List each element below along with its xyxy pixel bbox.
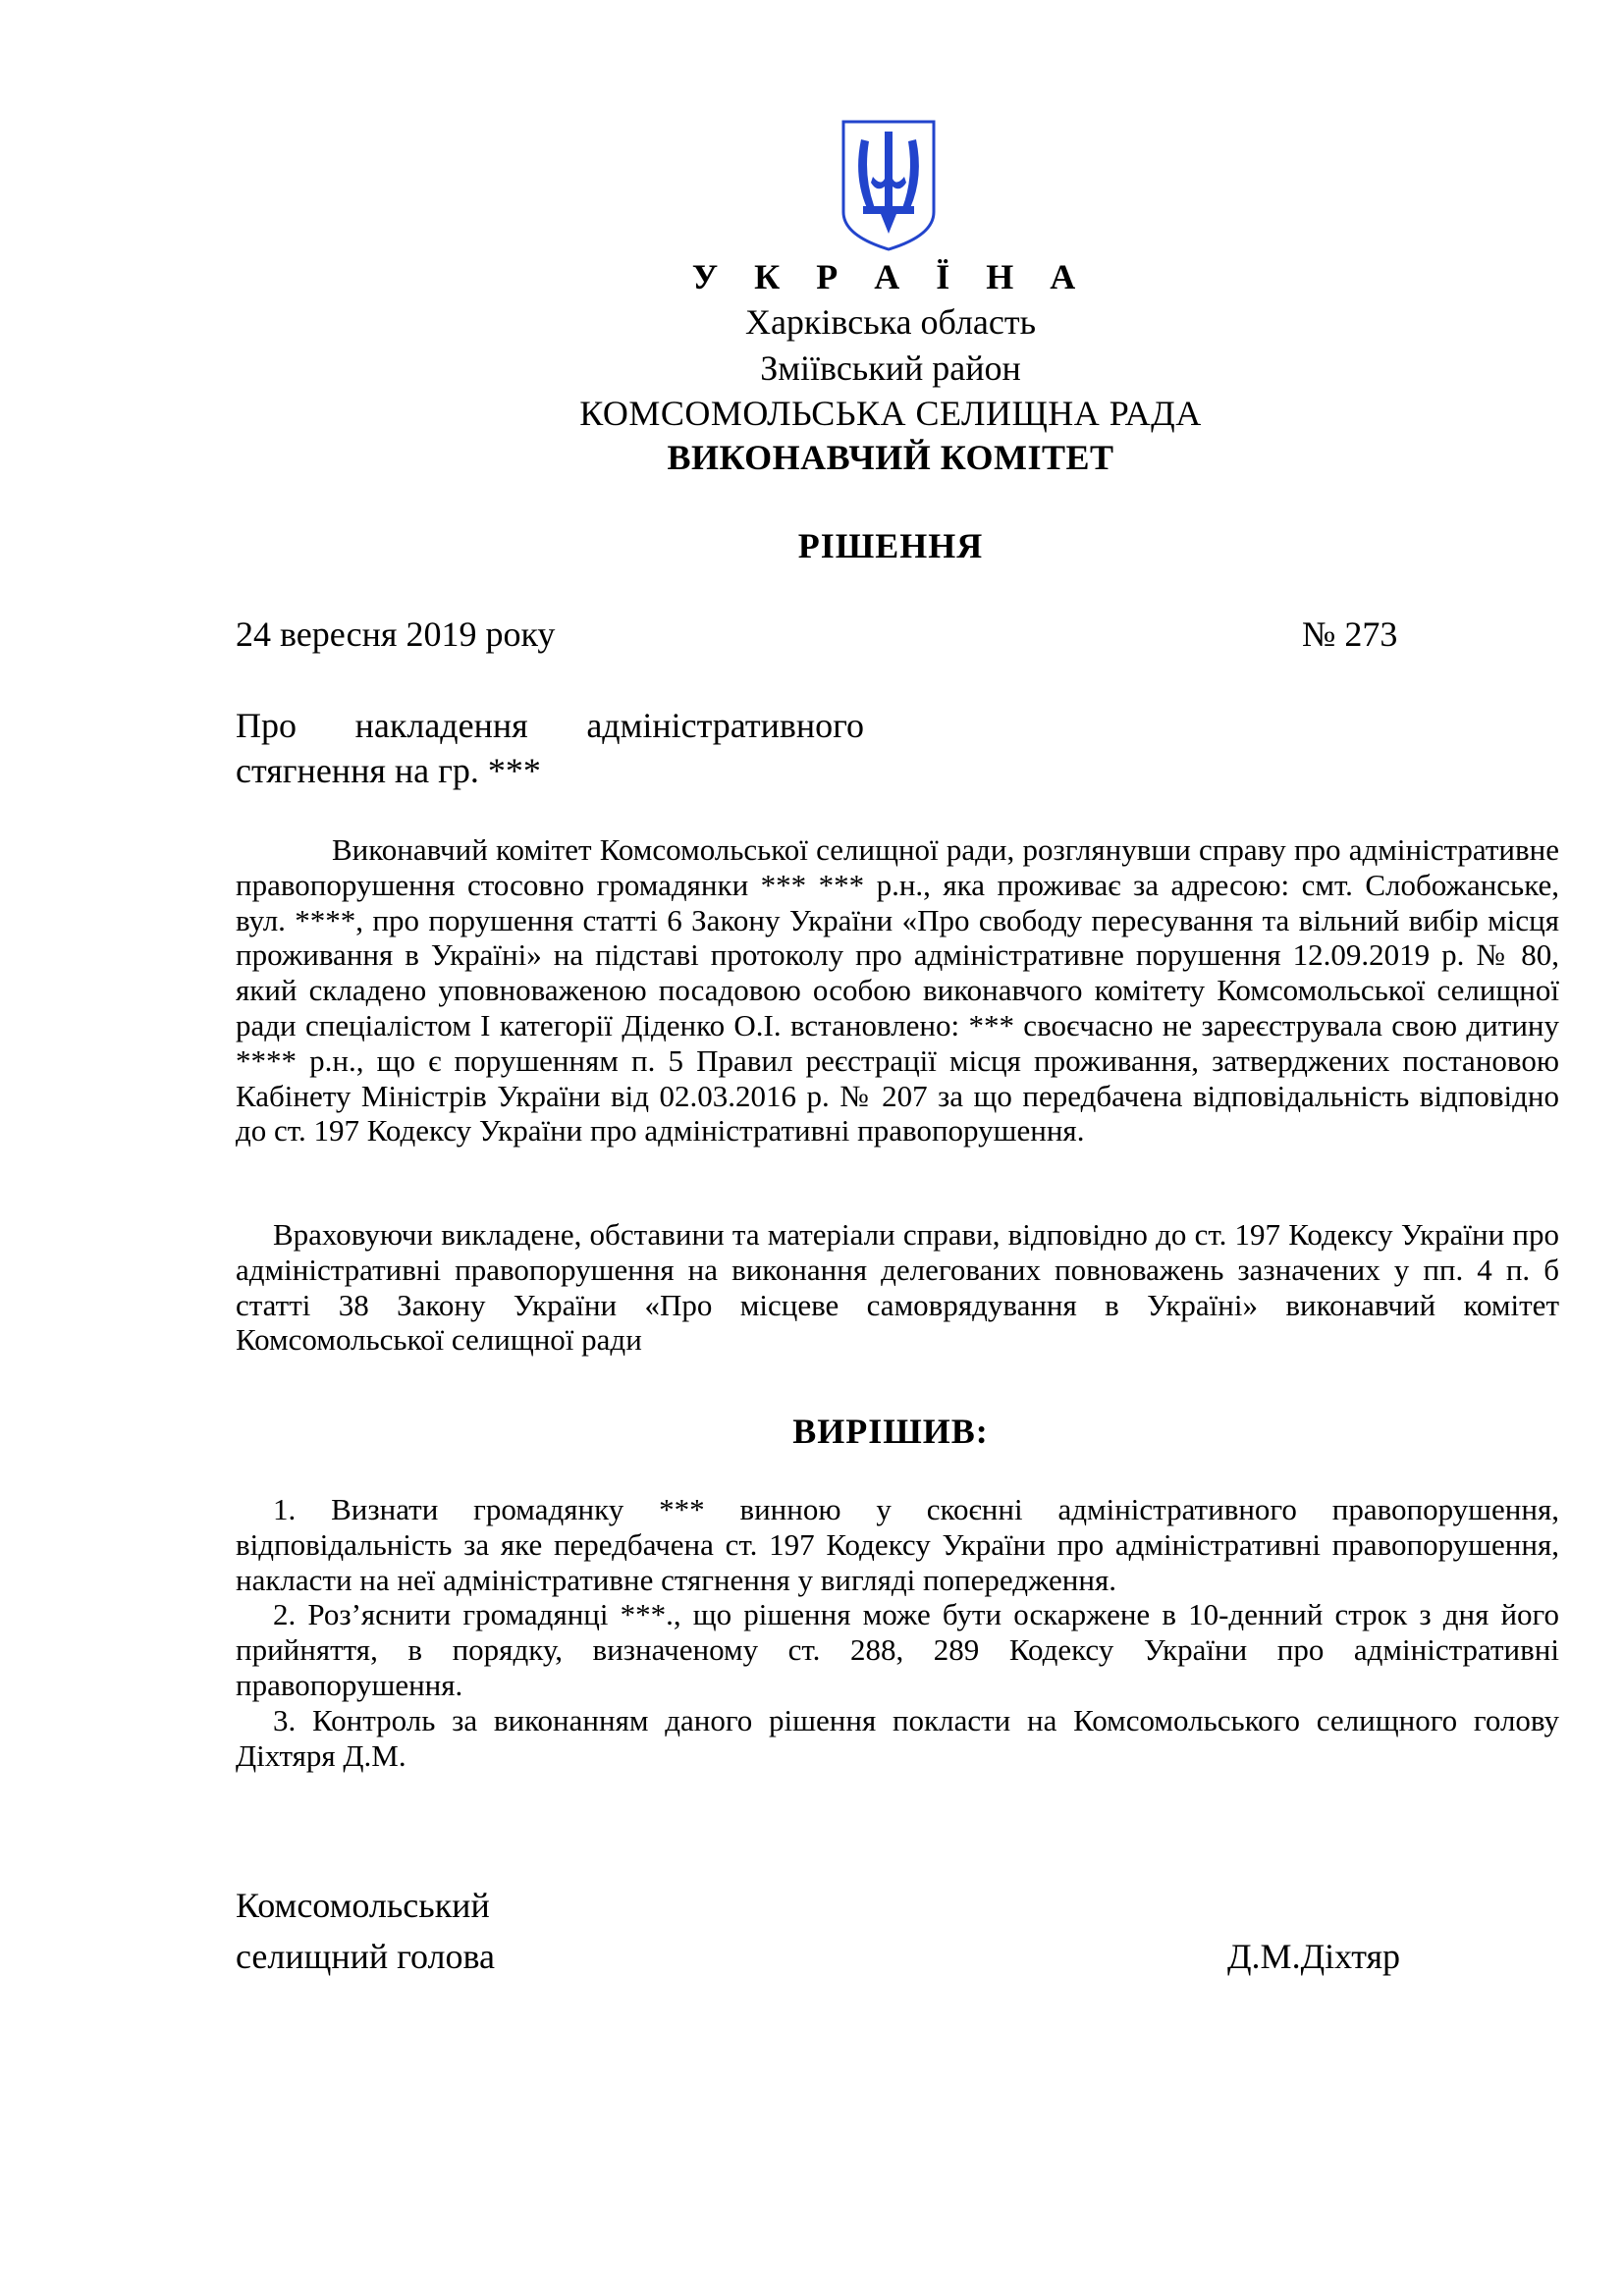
- subject-line-1: [236, 703, 864, 748]
- committee-name: ВИКОНАВЧИЙ КОМІТЕТ: [667, 438, 1114, 477]
- decision-date: 24 вересня 2019 року: [236, 614, 556, 654]
- district-name: Зміївський район: [760, 348, 1021, 388]
- trident-coat-of-arms-icon: [839, 118, 938, 253]
- signatory-name: Д.М.Діхтяр: [1227, 1937, 1401, 1976]
- subject-line-2: стягнення на гр. ***: [236, 751, 541, 790]
- body-paragraph-1: Виконавчий комітет Комсомольської селищної ради, розглянувши справу про адміністративне правопорушення стосовно громадянки *** *** р.н., яка проживає за адресою: смт. Слобожанське, вул. ****, про порушення статті 6 Закону України «Про свободу пересування та вільний вибір місця проживання в Україні» на підставі протоколу про адміністративне порушення 12.09.2019 р. № 80, який складено уповноваженою посадовою особою виконавчого комітету Комсомольської селищної ради спеціалістом І категорії Діденко О.І. встановлено: *** своєчасно не зареєструвала свою дитину **** р.н., що є порушенням п. 5 Правил реєстрації місця проживання, затверджених постановою Кабінету Міністрів України від 02.03.2016 р. № 207 за що передбачена відповідальність відповідно до ст. 197 Кодексу України про адміністративні правопорушення.: [236, 832, 1559, 1148]
- subject-word: адміністративного: [586, 706, 864, 745]
- decision-item: 1. Визнати громадянку *** винною у скоєнні адміністративного правопорушення, відповідальність за яке передбачена ст. 197 Кодексу України про адміністративні правопорушення, накласти на неї адміністративне стягнення у вигляді попередження.: [236, 1492, 1559, 1597]
- subject-word: Про: [236, 706, 297, 745]
- council-name: КОМСОМОЛЬСЬКА СЕЛИЩНА РАДА: [579, 394, 1202, 433]
- signatory-title-line-1: Комсомольський: [236, 1886, 490, 1925]
- subject-word: накладення: [354, 706, 528, 745]
- decision-number: № 273: [1302, 614, 1398, 654]
- document-type: РІШЕННЯ: [797, 526, 984, 565]
- decision-item: 3. Контроль за виконанням даного рішення покласти на Комсомольського селищного голову Діхтяря Д.М.: [236, 1702, 1559, 1773]
- region-name: Харківська область: [744, 302, 1037, 342]
- decision-items: [236, 1492, 1559, 1773]
- body-paragraph-2: Враховуючи викладене, обставини та матеріали справи, відповідно до ст. 197 Кодексу України про адміністративні правопорушення на виконання делегованих повноважень зазначених у пп. 4 п. б статті 38 Закону України «Про місцеве самоврядування в Україні» виконавчий комітет Комсомольської селищної ради: [236, 1217, 1559, 1358]
- decided-heading: ВИРІШИВ:: [792, 1412, 989, 1451]
- decision-item: 2. Роз’яснити громадянці ***., що рішення може бути оскаржене в 10-денний строк з дня його прийняття, в порядку, визначеному ст. 288, 289 Кодексу України про адміністративні правопорушення.: [236, 1597, 1559, 1702]
- signatory-title: [236, 1880, 495, 1982]
- country-name: У К Р А Ї Н А: [691, 257, 1090, 296]
- decision-subject: [236, 703, 864, 793]
- signatory-title-line-2: селищний голова: [236, 1937, 496, 1976]
